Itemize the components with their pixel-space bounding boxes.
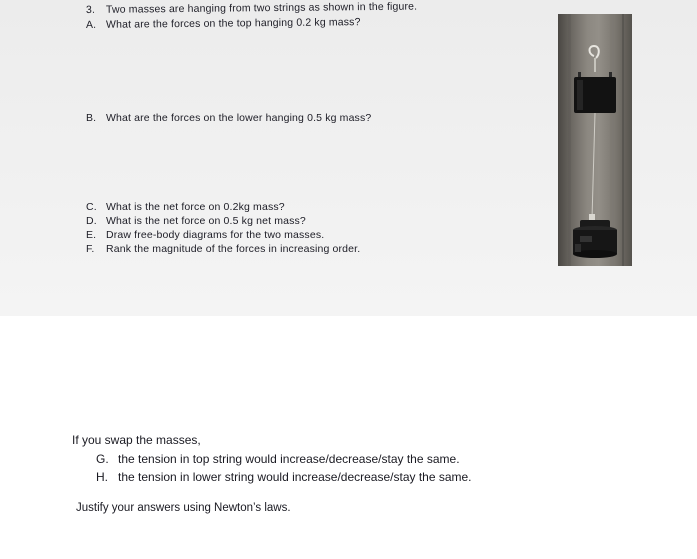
question-label: D. bbox=[86, 215, 97, 227]
question-text: What are the forces on the top hanging 0.2 kg mass? bbox=[105, 16, 361, 31]
question-text: What are the forces on the lower hanging 0.5 kg mass? bbox=[106, 112, 372, 124]
question-label: F. bbox=[86, 243, 95, 255]
question-text: Two masses are hanging from two strings as shown in the figure. bbox=[105, 0, 418, 16]
question-label: H. bbox=[96, 470, 108, 484]
question-label: B. bbox=[86, 112, 97, 124]
question-text: Rank the magnitude of the forces in increasing order. bbox=[106, 243, 361, 255]
question-c bbox=[86, 201, 285, 213]
question-label: C. bbox=[86, 201, 97, 213]
question-b bbox=[86, 112, 371, 124]
question-text: What is the net force on 0.5 kg net mass? bbox=[106, 215, 306, 227]
question-d bbox=[86, 215, 306, 227]
hanging-masses-photo bbox=[558, 14, 632, 266]
swap-intro: If you swap the masses, bbox=[72, 433, 201, 447]
question-text: the tension in lower string would increase/decrease/stay the same. bbox=[118, 470, 472, 484]
question-h bbox=[96, 470, 472, 484]
hanging-masses-illustration bbox=[558, 14, 632, 266]
justify-instruction: Justify your answers using Newton’s laws. bbox=[76, 502, 291, 514]
question-text: What is the net force on 0.2kg mass? bbox=[106, 201, 285, 213]
question-label: A. bbox=[85, 18, 97, 31]
question-label: G. bbox=[96, 452, 109, 466]
question-number: 3. bbox=[85, 3, 96, 16]
question-g bbox=[96, 452, 460, 466]
connecting-string bbox=[592, 113, 595, 219]
question-e bbox=[86, 229, 324, 241]
hook-icon bbox=[590, 46, 599, 58]
question-text: Draw free-body diagrams for the two masses. bbox=[106, 229, 325, 241]
question-label: E. bbox=[86, 229, 97, 241]
question-text: the tension in top string would increase/decrease/stay the same. bbox=[118, 452, 460, 466]
question-f bbox=[86, 243, 360, 255]
